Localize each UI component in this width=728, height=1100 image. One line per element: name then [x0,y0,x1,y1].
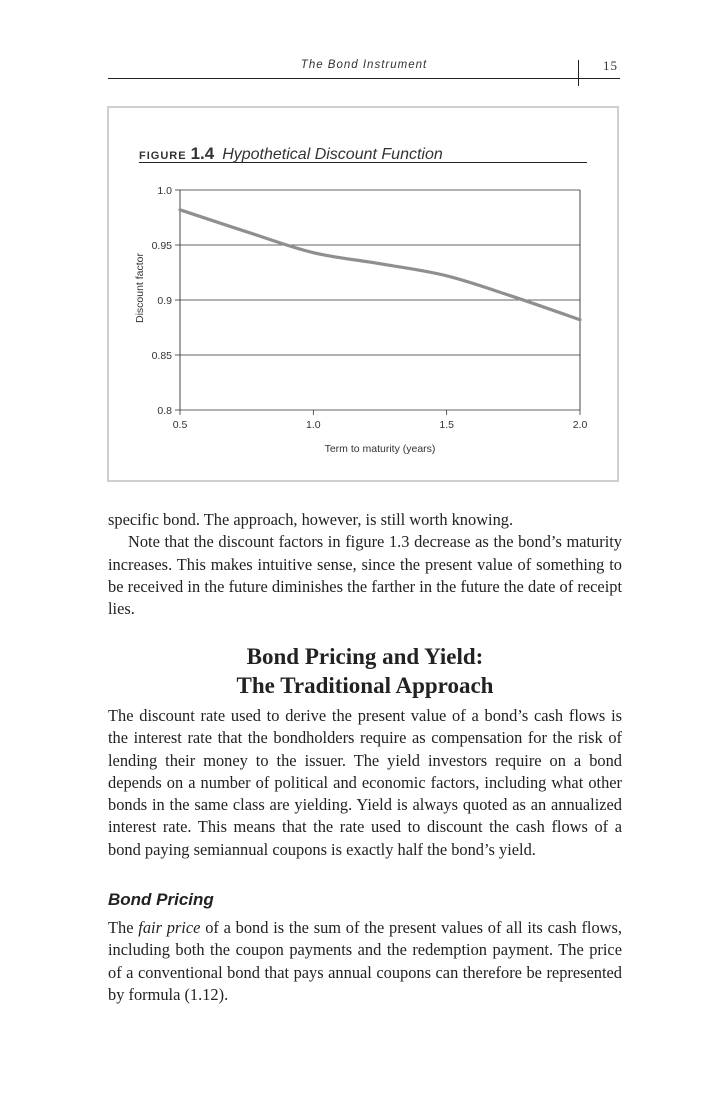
y-axis-label: Discount factor [134,252,146,324]
paragraph-continuation [108,509,622,620]
subsection-heading: Bond Pricing [108,890,214,909]
paragraph-note: Note that the discount factors in figure 1.3 decrease as the bond’s maturity increases. This makes intuitive sense, since the present value of something to be received in the future diminishes the farther in the future the date of receipt lies. [108,532,622,619]
running-title: The Bond Instrument [300,59,428,71]
page-number: 15 [603,58,618,73]
subsection-body [108,917,622,1006]
subsection-body-pre: The [108,918,134,937]
subsection-body-post: of a bond is the sum of the present values of all its cash flows, including both the coupon payments and the redemption payment. The price of a conventional bond that pays annual coupons can therefore be represented by formula (1.12). [108,918,622,1004]
x-tick-label: 2.0 [572,419,588,431]
fair-price-term: fair price [138,918,201,937]
figure-title: Hypothetical Discount Function [222,146,443,163]
section-body: The discount rate used to derive the present value of a bond’s cash flows is the interest rate that the bondholders require as compensation for the risk of lending their money to the issuer. The yield investors require on a bond depends on a number of political and economic factors, including what other bonds in the same class are yielding. Yield is always quoted as an annualized interest rate. This means that the rate used to discount the cash flows of a bond paying semiannual coupons is exactly half the bond’s yield. [108,706,622,859]
y-tick-label: 0.95 [151,240,172,252]
discount-function-chart [109,108,617,480]
x-tick-label: 1.5 [439,419,454,431]
y-tick-label: 0.9 [157,295,172,307]
section-heading-line-1: Bond Pricing and Yield: [246,644,484,669]
paragraph-line-1: specific bond. The approach, however, is still worth knowing. [108,510,514,529]
figure-number: 1.4 [190,144,215,163]
x-tick-label: 1.0 [306,419,321,431]
running-header [108,58,620,79]
y-tick-label: 0.8 [157,405,172,417]
x-tick-label: 0.5 [172,419,188,431]
figure-box [107,106,619,482]
x-axis-label: Term to maturity (years) [324,443,436,455]
header-separator [578,60,579,86]
section-heading [108,642,622,700]
y-tick-label: 1.0 [157,185,172,197]
figure-label: FIGURE [139,150,187,162]
discount-curve [180,210,580,320]
y-tick-label: 0.85 [151,350,172,362]
section-heading-line-2: The Traditional Approach [236,673,494,698]
